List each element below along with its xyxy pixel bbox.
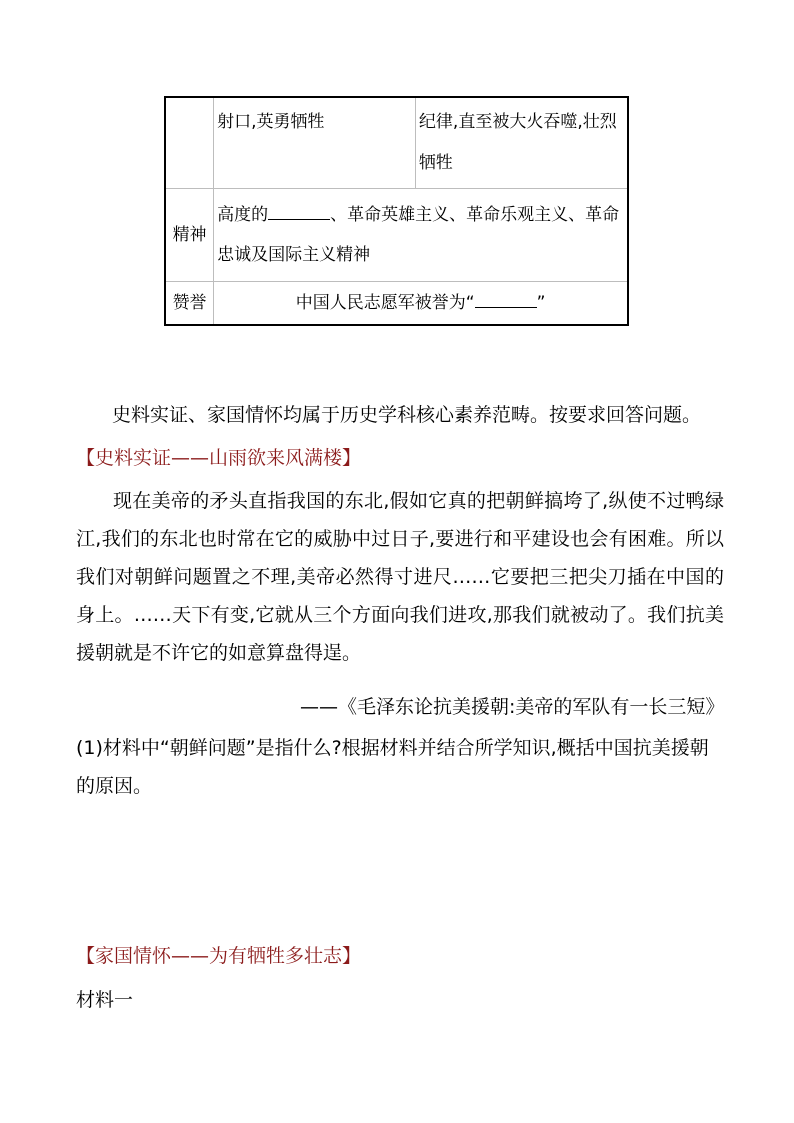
intro-paragraph: 史料实证、家国情怀均属于历史学科核心素养范畴。按要求回答问题。 — [112, 404, 702, 426]
quote-attribution: ——《毛泽东论抗美援朝:美帝的军队有一长三短》 — [300, 696, 725, 718]
table-row — [165, 189, 628, 282]
table-cell — [214, 282, 628, 326]
cell-text: ” — [536, 293, 546, 313]
fill-in-blank[interactable] — [475, 289, 537, 308]
cell-text: 高度的 — [217, 205, 269, 225]
material-label: 材料一 — [76, 989, 134, 1011]
cell-text: 中国人民志愿军被誉为“ — [295, 293, 475, 313]
summary-table — [164, 96, 629, 326]
table-cell: 射口,英勇牺牲 — [214, 97, 416, 189]
fill-in-blank[interactable] — [268, 201, 330, 220]
table-cell — [214, 189, 628, 282]
table-row — [165, 97, 628, 189]
row-label-spirit: 精神 — [165, 189, 214, 282]
section-heading: 【家国情怀——为有牺牲多壮志】 — [76, 945, 362, 967]
question-1: (1)材料中“朝鲜问题”是指什么?根据材料并结合所学知识,概括中国抗美援朝的原因。 — [76, 737, 709, 797]
section-heading: 【史料实证——山雨欲来风满楼】 — [76, 447, 362, 469]
cell-text: 、革命英雄主义、革命乐观主义、革命忠诚及国际主义精神 — [217, 205, 620, 265]
table-row — [165, 282, 628, 326]
row-label — [165, 97, 214, 189]
row-label-praise: 赞誉 — [165, 282, 214, 326]
table-cell: 纪律,直至被大火吞噬,壮烈牺牲 — [415, 97, 628, 189]
source-quote: 现在美帝的矛头直指我国的东北,假如它真的把朝鲜搞垮了,纵使不过鸭绿江,我们的东北也时常在它的威胁中过日子,要进行和平建设也会有困难。所以我们对朝鲜问题置之不理,美帝必然得寸进尺……它要把三把尖刀插在中国的身上。……天下有变,它就从三个方面向我们进攻,那我们就被动了。我们抗美援朝就是不许它的如意算盘得逞。 — [76, 490, 724, 664]
